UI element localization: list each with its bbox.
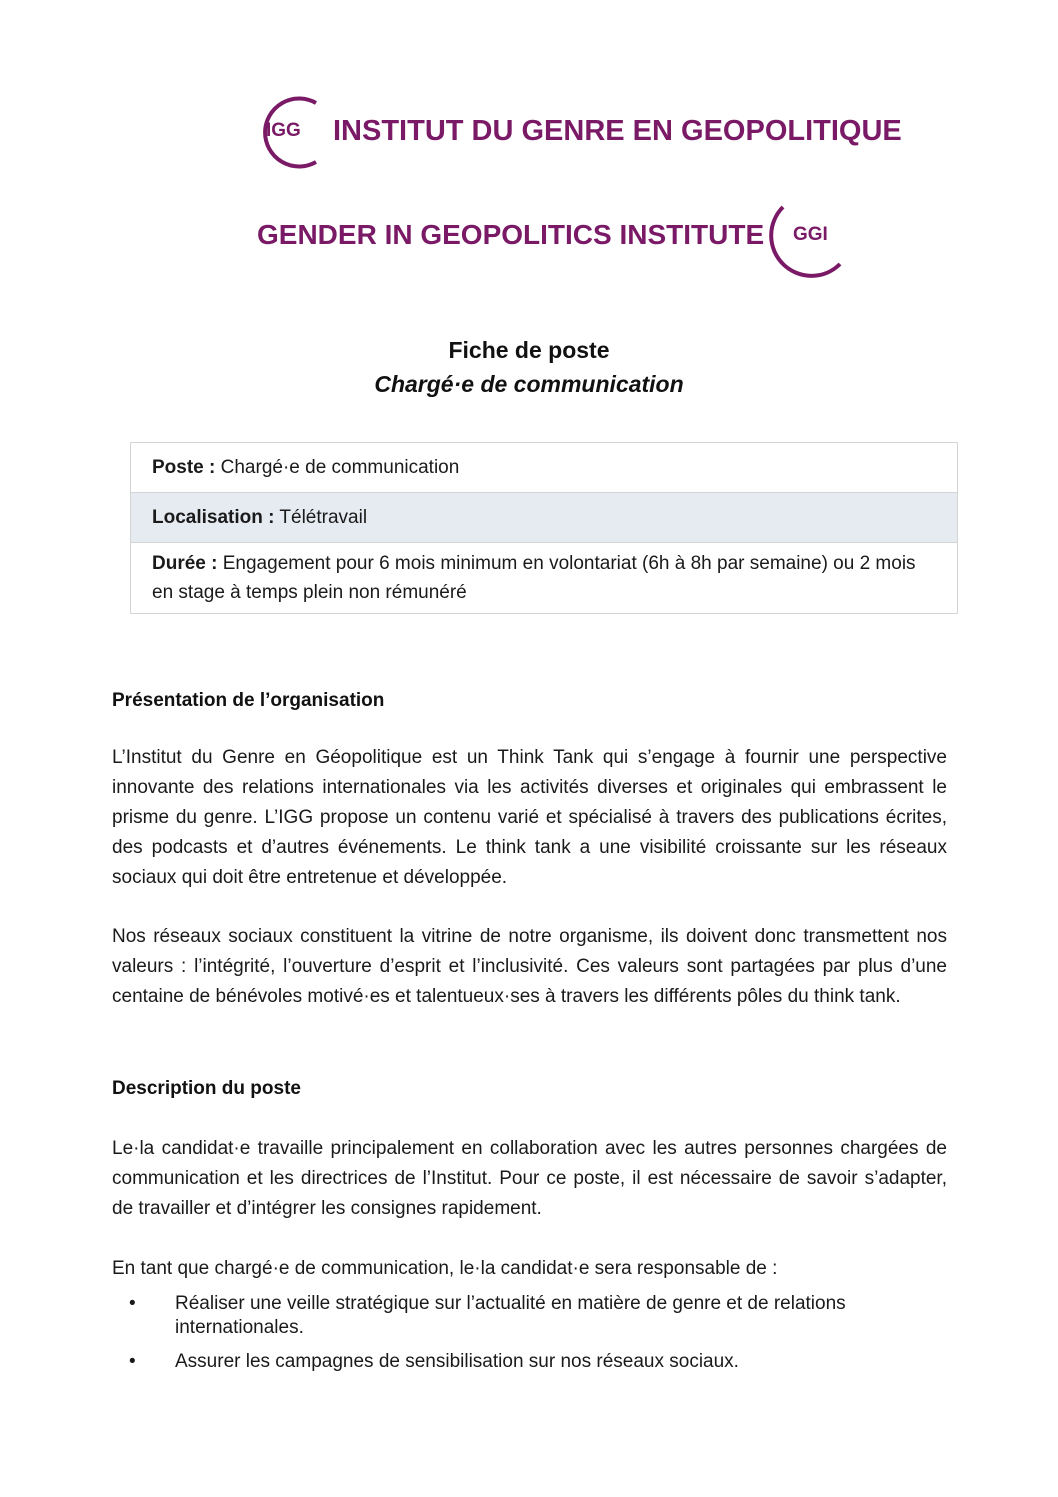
- duree-cell: [131, 543, 958, 614]
- duree-label: Durée :: [152, 553, 218, 574]
- list-item: [112, 1292, 947, 1340]
- table-row-localisation: [131, 493, 958, 543]
- logo-name-en: GENDER IN GEOPOLITICS INSTITUTE: [257, 219, 765, 250]
- page-subtitle: Chargé·e de communication: [374, 371, 684, 397]
- localisation-cell: [131, 493, 958, 543]
- presentation-heading: Présentation de l’organisation: [112, 690, 385, 711]
- logo-mark-igg: IGG: [266, 120, 301, 141]
- responsibilities-list: [112, 1292, 947, 1384]
- presentation-paragraph-2: Nos réseaux sociaux constituent la vitrine de notre organisme, ils doivent donc transmettent nos valeurs : l’intégrité, l’ouverture d’esprit et l’inclusivité. Ces valeurs sont partagées par plus d’une centaine de bénévoles motivé·es et talentueux·ses à travers les différents pôles du think tank.: [112, 926, 947, 1007]
- logo-name-fr: INSTITUT DU GENRE EN GEOPOLITIQUE: [333, 115, 902, 147]
- list-item: [112, 1350, 947, 1374]
- table-row-duree: [131, 543, 958, 614]
- presentation-paragraph-1: L’Institut du Genre en Géopolitique est un Think Tank qui s’engage à fournir une perspective innovante des relations internationales via les activités diverses et originales qui embrassent le prisme du genre. L’IGG propose un contenu varié et spécialisé à travers des publications écrites, des podcasts et d’autres événements. Le think tank a une visibilité croissante sur les réseaux sociaux qui doit être entretenue et développée.: [112, 747, 947, 888]
- institute-logo: [0, 0, 1058, 280]
- description-intro: En tant que chargé·e de communication, le·la candidat·e sera responsable de :: [112, 1258, 778, 1279]
- poste-value: Chargé·e de communication: [215, 457, 460, 478]
- bullet-icon: •: [129, 1293, 136, 1314]
- localisation-value: Télétravail: [274, 507, 368, 528]
- logo-mark-ggi: GGI: [793, 224, 828, 245]
- poste-cell: [131, 443, 958, 493]
- page-title: Fiche de poste: [448, 337, 610, 363]
- list-item-text: Réaliser une veille stratégique sur l’actualité en matière de genre et de relations internationales.: [175, 1293, 846, 1338]
- description-paragraph-1: Le·la candidat·e travaille principalement en collaboration avec les autres personnes chargées de communication et les directrices de l’Institut. Pour ce poste, il est nécessaire de savoir s’adapter, de travailler et d’intégrer les consignes rapidement.: [112, 1138, 947, 1219]
- duree-value: Engagement pour 6 mois minimum en volontariat (6h à 8h par semaine) ou 2 mois en stage à temps plein non rémunéré: [152, 553, 916, 603]
- job-info-table: [130, 442, 958, 614]
- table-row-poste: [131, 443, 958, 493]
- bullet-icon: •: [129, 1351, 136, 1372]
- list-item-text: Assurer les campagnes de sensibilisation sur nos réseaux sociaux.: [175, 1351, 739, 1372]
- description-heading: Description du poste: [112, 1078, 301, 1099]
- localisation-label: Localisation :: [152, 507, 275, 528]
- poste-label: Poste :: [152, 457, 216, 478]
